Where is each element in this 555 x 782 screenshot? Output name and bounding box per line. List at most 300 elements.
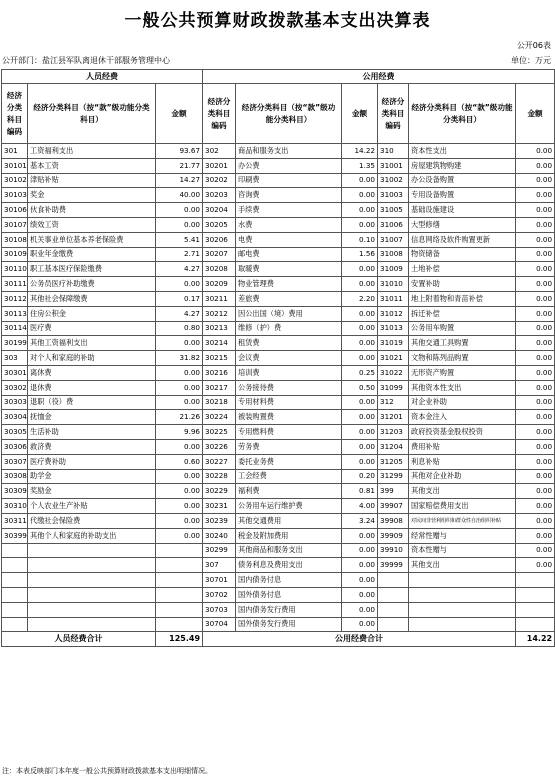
- name-cell: 机关事业单位基本养老保险费: [28, 232, 156, 247]
- personnel-total-label: 人员经费合计: [2, 632, 156, 647]
- code-cell: [378, 573, 409, 588]
- code-cell: 30309: [2, 484, 28, 499]
- code-cell: 307: [203, 558, 236, 573]
- code-cell: 39999: [378, 558, 409, 573]
- name-cell: 其他交通费用: [236, 513, 342, 528]
- amount-cell: 0.00: [156, 277, 203, 292]
- code-cell: 31099: [378, 380, 409, 395]
- name-cell: 公务接待费: [236, 380, 342, 395]
- amount-cell: 40.00: [156, 188, 203, 203]
- code-cell: 31003: [378, 188, 409, 203]
- amount-cell: 0.20: [342, 469, 378, 484]
- amount-cell: 0.00: [156, 336, 203, 351]
- table-row: [2, 513, 555, 528]
- name-cell: [409, 617, 516, 632]
- name-cell: 专用燃料费: [236, 425, 342, 440]
- amount-cell: 0.00: [516, 321, 555, 336]
- amount-cell: 0.00: [516, 469, 555, 484]
- amount-cell: [516, 602, 555, 617]
- amount-cell: 3.24: [342, 513, 378, 528]
- table-row: [2, 395, 555, 410]
- code-cell: 30310: [2, 499, 28, 514]
- name-cell: 国内债务付息: [236, 573, 342, 588]
- table-row: [2, 365, 555, 380]
- amount-cell: 0.00: [342, 173, 378, 188]
- amount-cell: 0.00: [516, 380, 555, 395]
- name-cell: 培训费: [236, 365, 342, 380]
- amount-cell: 0.00: [156, 513, 203, 528]
- code-cell: 30106: [2, 203, 28, 218]
- code-cell: [378, 587, 409, 602]
- name-cell: [28, 558, 156, 573]
- code-cell: 399: [378, 484, 409, 499]
- code-cell: 30201: [203, 158, 236, 173]
- code-cell: 30216: [203, 365, 236, 380]
- amount-cell: 0.00: [156, 395, 203, 410]
- unit-label: 单位：万元: [511, 56, 551, 65]
- code-cell: 31021: [378, 351, 409, 366]
- amount-cell: 0.00: [342, 543, 378, 558]
- amount-cell: 0.00: [342, 262, 378, 277]
- amount-cell: 0.00: [516, 262, 555, 277]
- name-cell: 费用补贴: [409, 439, 516, 454]
- name-cell: 其他商品和服务支出: [236, 543, 342, 558]
- name-cell: 医疗费补助: [28, 454, 156, 469]
- name-cell: 无形资产购置: [409, 365, 516, 380]
- code-cell: 31201: [378, 410, 409, 425]
- name-cell: [28, 587, 156, 602]
- amount-cell: 0.00: [516, 217, 555, 232]
- code-cell: 30204: [203, 203, 236, 218]
- name-cell: 办公设备购置: [409, 173, 516, 188]
- code-cell: 301: [2, 144, 28, 159]
- code-cell: [2, 558, 28, 573]
- name-cell: 取暖费: [236, 262, 342, 277]
- amount-cell: 0.00: [156, 499, 203, 514]
- code-cell: 30206: [203, 232, 236, 247]
- code-cell: 30307: [2, 454, 28, 469]
- name-cell: 税金及附加费用: [236, 528, 342, 543]
- name-cell: 工会经费: [236, 469, 342, 484]
- amount-cell: 0.00: [342, 439, 378, 454]
- name-cell: 文物和陈列品购置: [409, 351, 516, 366]
- name-cell: 信息网络及软件购置更新: [409, 232, 516, 247]
- name-cell: 物资储备: [409, 247, 516, 262]
- code-cell: 30239: [203, 513, 236, 528]
- name-cell: 其他工资福利支出: [28, 336, 156, 351]
- name-cell: 专用材料费: [236, 395, 342, 410]
- name-cell: 奖励金: [28, 484, 156, 499]
- name-cell: 对企业补助: [409, 395, 516, 410]
- amount-cell: 0.00: [516, 513, 555, 528]
- name-cell: 安置补助: [409, 277, 516, 292]
- name-cell: 其他个人和家庭的补助支出: [28, 528, 156, 543]
- amount-cell: 4.27: [156, 306, 203, 321]
- table-row: [2, 454, 555, 469]
- table-row: [2, 484, 555, 499]
- name-cell: 对个人和家庭的补助: [28, 351, 156, 366]
- amount-cell: 0.00: [156, 469, 203, 484]
- table-row: [2, 144, 555, 159]
- amount-cell: 0.00: [342, 558, 378, 573]
- name-cell: 手续费: [236, 203, 342, 218]
- table-row: [2, 217, 555, 232]
- code-cell: 31019: [378, 336, 409, 351]
- code-cell: 31006: [378, 217, 409, 232]
- code-cell: 30311: [2, 513, 28, 528]
- name-cell: 资本性赠与: [409, 543, 516, 558]
- department-name: 公开部门：盐江县军队离退休干部服务管理中心: [2, 56, 170, 65]
- code-cell: 30228: [203, 469, 236, 484]
- name-cell: 被装购置费: [236, 410, 342, 425]
- public-total-label: 公用经费合计: [203, 632, 516, 647]
- name-cell: 劳务费: [236, 439, 342, 454]
- amount-cell: 2.20: [342, 291, 378, 306]
- col-header-name: 经济分类科目（按“款”级功能分类科目）: [409, 84, 516, 144]
- code-cell: 302: [203, 144, 236, 159]
- name-cell: 职业年金缴费: [28, 247, 156, 262]
- name-cell: 生活补助: [28, 425, 156, 440]
- code-cell: 30113: [2, 306, 28, 321]
- name-cell: 离休费: [28, 365, 156, 380]
- code-cell: 31299: [378, 469, 409, 484]
- code-cell: 31009: [378, 262, 409, 277]
- amount-cell: 1.35: [342, 158, 378, 173]
- name-cell: 医疗费: [28, 321, 156, 336]
- table-row: [2, 277, 555, 292]
- amount-cell: 0.00: [516, 410, 555, 425]
- name-cell: [409, 602, 516, 617]
- amount-cell: [516, 573, 555, 588]
- name-cell: 印刷费: [236, 173, 342, 188]
- table-row: [2, 410, 555, 425]
- amount-cell: 0.00: [516, 291, 555, 306]
- amount-cell: 0.00: [342, 425, 378, 440]
- name-cell: 利息补贴: [409, 454, 516, 469]
- code-cell: [2, 602, 28, 617]
- name-cell: 物业管理费: [236, 277, 342, 292]
- code-cell: 30240: [203, 528, 236, 543]
- code-cell: 30109: [2, 247, 28, 262]
- name-cell: 差旅费: [236, 291, 342, 306]
- name-cell: [409, 573, 516, 588]
- code-cell: 30101: [2, 158, 28, 173]
- table-row: [2, 528, 555, 543]
- code-cell: 30303: [2, 395, 28, 410]
- code-cell: 30209: [203, 277, 236, 292]
- code-cell: 30205: [203, 217, 236, 232]
- name-cell: 水费: [236, 217, 342, 232]
- amount-cell: 2.71: [156, 247, 203, 262]
- name-cell: 电费: [236, 232, 342, 247]
- name-cell: 维修（护）费: [236, 321, 342, 336]
- code-cell: 31007: [378, 232, 409, 247]
- col-header-code: 经济分类科目编码: [203, 84, 236, 144]
- table-row: [2, 351, 555, 366]
- amount-cell: [156, 587, 203, 602]
- code-cell: 30702: [203, 587, 236, 602]
- code-cell: 312: [378, 395, 409, 410]
- code-cell: 31013: [378, 321, 409, 336]
- code-cell: 30701: [203, 573, 236, 588]
- name-cell: 国外债务付息: [236, 587, 342, 602]
- amount-cell: [516, 587, 555, 602]
- table-row: [2, 336, 555, 351]
- table-row: [2, 247, 555, 262]
- amount-cell: [156, 602, 203, 617]
- code-cell: 30305: [2, 425, 28, 440]
- amount-cell: 31.82: [156, 351, 203, 366]
- code-cell: 30107: [2, 217, 28, 232]
- code-cell: 30114: [2, 321, 28, 336]
- code-cell: 30111: [2, 277, 28, 292]
- code-cell: 30299: [203, 543, 236, 558]
- name-cell: 伙食补助费: [28, 203, 156, 218]
- name-cell: 资本性支出: [409, 144, 516, 159]
- code-cell: 30399: [2, 528, 28, 543]
- code-cell: 31002: [378, 173, 409, 188]
- name-cell: 奖金: [28, 188, 156, 203]
- col-header-amount: 金额: [342, 84, 378, 144]
- amount-cell: 21.77: [156, 158, 203, 173]
- code-cell: 31022: [378, 365, 409, 380]
- name-cell: 退休费: [28, 380, 156, 395]
- amount-cell: 0.00: [342, 277, 378, 292]
- amount-cell: 0.00: [516, 336, 555, 351]
- amount-cell: 0.00: [342, 203, 378, 218]
- amount-cell: 0.00: [342, 217, 378, 232]
- name-cell: 租赁费: [236, 336, 342, 351]
- name-cell: 房屋建筑物购建: [409, 158, 516, 173]
- amount-cell: [516, 617, 555, 632]
- name-cell: 工资福利支出: [28, 144, 156, 159]
- amount-cell: 14.27: [156, 173, 203, 188]
- name-cell: 其他支出: [409, 558, 516, 573]
- code-cell: 30703: [203, 602, 236, 617]
- code-cell: 31203: [378, 425, 409, 440]
- amount-cell: 0.00: [516, 277, 555, 292]
- code-cell: 30207: [203, 247, 236, 262]
- code-cell: 30306: [2, 439, 28, 454]
- code-cell: 30308: [2, 469, 28, 484]
- col-header-amount: 金额: [516, 84, 555, 144]
- code-cell: 30211: [203, 291, 236, 306]
- amount-cell: [156, 617, 203, 632]
- table-row: [2, 262, 555, 277]
- code-cell: 30212: [203, 306, 236, 321]
- code-cell: [2, 587, 28, 602]
- amount-cell: 0.00: [516, 484, 555, 499]
- name-cell: 国内债务发行费用: [236, 602, 342, 617]
- name-cell: 咨询费: [236, 188, 342, 203]
- name-cell: 代缴社会保险费: [28, 513, 156, 528]
- code-cell: 30213: [203, 321, 236, 336]
- col-header-name: 经济分类科目（按“款”级功能分类科目）: [28, 84, 156, 144]
- name-cell: 绩效工资: [28, 217, 156, 232]
- amount-cell: 0.00: [342, 351, 378, 366]
- amount-cell: 0.00: [156, 380, 203, 395]
- code-cell: 30217: [203, 380, 236, 395]
- code-cell: 30304: [2, 410, 28, 425]
- name-cell: 经常性赠与: [409, 528, 516, 543]
- code-cell: 30218: [203, 395, 236, 410]
- expenditure-table: [1, 69, 555, 647]
- table-row: [2, 425, 555, 440]
- table-row: [2, 543, 555, 558]
- amount-cell: 0.00: [516, 499, 555, 514]
- code-cell: [2, 543, 28, 558]
- footnote: 注：本表反映部门本年度一般公共预算财政拨款基本支出明细情况。: [2, 767, 212, 775]
- personnel-total-value: 125.49: [156, 632, 203, 647]
- code-cell: 39910: [378, 543, 409, 558]
- amount-cell: 1.56: [342, 247, 378, 262]
- name-cell: 委托业务费: [236, 454, 342, 469]
- code-cell: 30214: [203, 336, 236, 351]
- code-cell: [2, 573, 28, 588]
- code-cell: [2, 617, 28, 632]
- name-cell: 基础设施建设: [409, 203, 516, 218]
- code-cell: 30112: [2, 291, 28, 306]
- amount-cell: 0.00: [342, 454, 378, 469]
- amount-cell: 0.00: [342, 336, 378, 351]
- code-cell: [378, 617, 409, 632]
- amount-cell: 5.41: [156, 232, 203, 247]
- amount-cell: 0.00: [516, 439, 555, 454]
- code-cell: 39907: [378, 499, 409, 514]
- code-cell: 30110: [2, 262, 28, 277]
- public-section-header: 公用经费: [203, 70, 555, 84]
- amount-cell: 0.00: [516, 173, 555, 188]
- amount-cell: 4.00: [342, 499, 378, 514]
- code-cell: 30302: [2, 380, 28, 395]
- name-cell: 其他社会保障缴费: [28, 291, 156, 306]
- name-cell: 个人农业生产补贴: [28, 499, 156, 514]
- name-cell: 退职（役）费: [28, 395, 156, 410]
- name-cell: 其他资本性支出: [409, 380, 516, 395]
- name-cell: 办公费: [236, 158, 342, 173]
- table-row: [2, 558, 555, 573]
- name-cell: 其他支出: [409, 484, 516, 499]
- code-cell: 30108: [2, 232, 28, 247]
- code-cell: [378, 602, 409, 617]
- form-number: 公开06表: [516, 41, 551, 50]
- code-cell: 30301: [2, 365, 28, 380]
- name-cell: 公务员医疗补助缴费: [28, 277, 156, 292]
- name-cell: 地上附着物和青苗补偿: [409, 291, 516, 306]
- amount-cell: 0.00: [342, 188, 378, 203]
- amount-cell: 0.80: [156, 321, 203, 336]
- name-cell: 会议费: [236, 351, 342, 366]
- col-header-amount: 金额: [156, 84, 203, 144]
- table-row: [2, 469, 555, 484]
- amount-cell: 0.00: [516, 558, 555, 573]
- amount-cell: 0.00: [342, 410, 378, 425]
- name-cell: 国外债务发行费用: [236, 617, 342, 632]
- code-cell: 30226: [203, 439, 236, 454]
- name-cell: 其他交通工具购置: [409, 336, 516, 351]
- amount-cell: 0.00: [516, 158, 555, 173]
- code-cell: 31008: [378, 247, 409, 262]
- code-cell: 30203: [203, 188, 236, 203]
- amount-cell: 0.00: [516, 351, 555, 366]
- amount-cell: 0.00: [342, 617, 378, 632]
- name-cell: 职工基本医疗保险缴费: [28, 262, 156, 277]
- table-row: [2, 573, 555, 588]
- amount-cell: 0.00: [516, 425, 555, 440]
- name-cell: [28, 573, 156, 588]
- personnel-section-header: 人员经费: [2, 70, 203, 84]
- amount-cell: [156, 543, 203, 558]
- code-cell: 30103: [2, 188, 28, 203]
- code-cell: 30231: [203, 499, 236, 514]
- code-cell: 30202: [203, 173, 236, 188]
- code-cell: 31012: [378, 306, 409, 321]
- name-cell: 基本工资: [28, 158, 156, 173]
- name-cell: 助学金: [28, 469, 156, 484]
- table-row: [2, 291, 555, 306]
- amount-cell: 0.00: [516, 203, 555, 218]
- amount-cell: 0.00: [342, 306, 378, 321]
- name-cell: 拆迁补偿: [409, 306, 516, 321]
- amount-cell: 0.00: [156, 217, 203, 232]
- code-cell: 30224: [203, 410, 236, 425]
- code-cell: 30225: [203, 425, 236, 440]
- name-cell: 住房公积金: [28, 306, 156, 321]
- col-header-code: 经济分类科目编码: [2, 84, 28, 144]
- name-cell: 国家赔偿费用支出: [409, 499, 516, 514]
- amount-cell: 0.00: [516, 528, 555, 543]
- amount-cell: 0.00: [342, 395, 378, 410]
- code-cell: 30215: [203, 351, 236, 366]
- amount-cell: 0.00: [342, 573, 378, 588]
- name-cell: 债务利息及费用支出: [236, 558, 342, 573]
- table-row: [2, 380, 555, 395]
- name-cell: 资本金注入: [409, 410, 516, 425]
- code-cell: 30102: [2, 173, 28, 188]
- amount-cell: 0.00: [342, 528, 378, 543]
- amount-cell: 0.81: [342, 484, 378, 499]
- table-row: [2, 321, 555, 336]
- code-cell: 30208: [203, 262, 236, 277]
- name-cell: 津贴补贴: [28, 173, 156, 188]
- amount-cell: 0.00: [342, 602, 378, 617]
- code-cell: 31005: [378, 203, 409, 218]
- name-cell: 抚恤金: [28, 410, 156, 425]
- amount-cell: 0.17: [156, 291, 203, 306]
- table-row: [2, 158, 555, 173]
- table-row: [2, 306, 555, 321]
- name-cell: 商品和服务支出: [236, 144, 342, 159]
- name-cell: 大型修缮: [409, 217, 516, 232]
- amount-cell: 0.00: [516, 247, 555, 262]
- name-cell: 政府投资基金股权投资: [409, 425, 516, 440]
- code-cell: 31205: [378, 454, 409, 469]
- amount-cell: 0.00: [342, 587, 378, 602]
- page-title: 一般公共预算财政拨款基本支出决算表: [124, 11, 431, 31]
- amount-cell: 0.50: [342, 380, 378, 395]
- name-cell: 因公出国（境）费用: [236, 306, 342, 321]
- code-cell: 39908: [378, 513, 409, 528]
- name-cell: 公务用车购置: [409, 321, 516, 336]
- amount-cell: [156, 573, 203, 588]
- amount-cell: 9.96: [156, 425, 203, 440]
- name-cell: 福利费: [236, 484, 342, 499]
- name-cell: [28, 602, 156, 617]
- code-cell: 30227: [203, 454, 236, 469]
- col-header-code: 经济分类科目编码: [378, 84, 409, 144]
- amount-cell: 93.67: [156, 144, 203, 159]
- code-cell: 303: [2, 351, 28, 366]
